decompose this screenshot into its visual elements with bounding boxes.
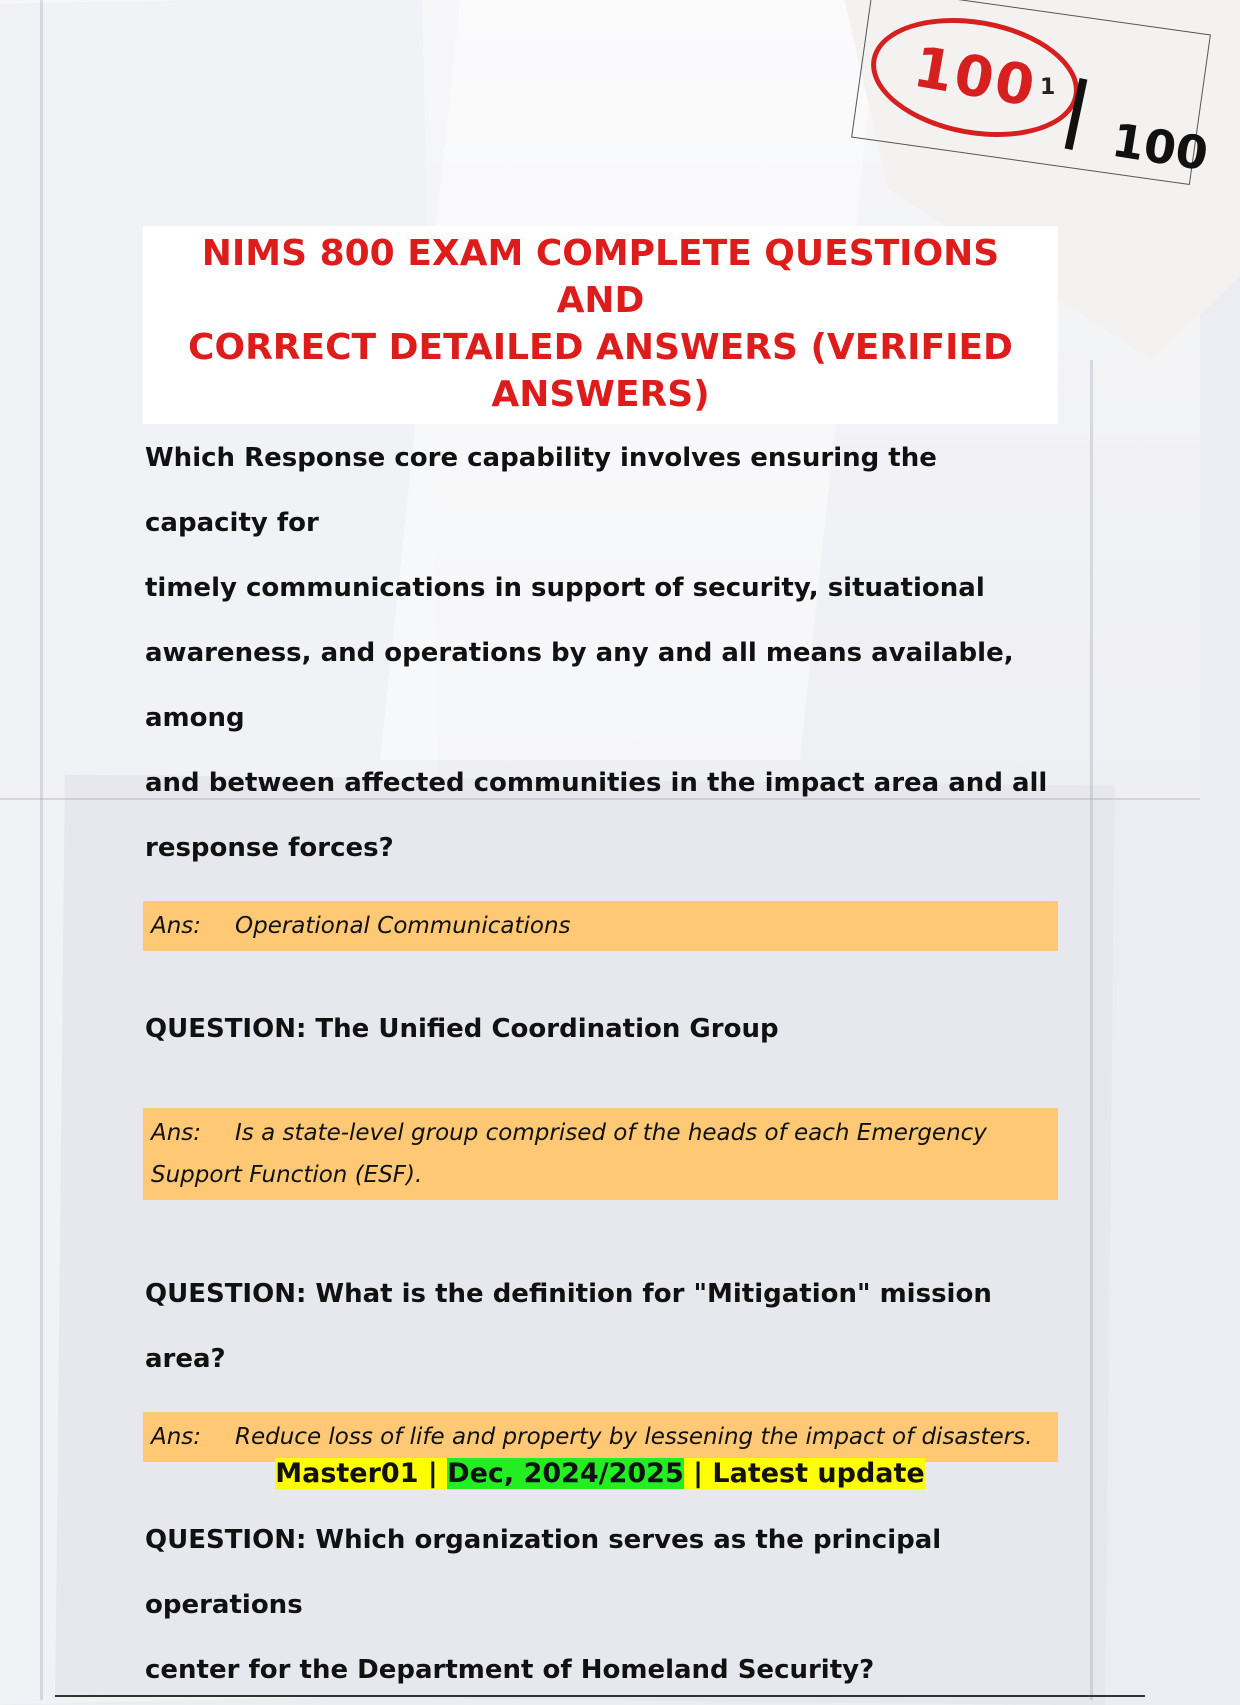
title-line: NIMS 800 EXAM COMPLETE QUESTIONS AND bbox=[201, 233, 1000, 321]
question-line: center for the Department of Homeland Security? bbox=[145, 1655, 875, 1685]
answer-3 bbox=[143, 1412, 1058, 1462]
footer-separator: | bbox=[683, 1458, 713, 1489]
score-total: 100 bbox=[1108, 112, 1212, 182]
footer bbox=[0, 1458, 1200, 1489]
answer-label: Ans: bbox=[151, 913, 202, 939]
page-title bbox=[143, 226, 1058, 424]
answer-1 bbox=[143, 901, 1058, 951]
question-line: awareness, and operations by any and all means available, among bbox=[145, 638, 1014, 733]
question-line: QUESTION: Which organization serves as the principal operations bbox=[145, 1525, 942, 1620]
question-line: Which Response core capability involves ensuring the capacity for bbox=[145, 443, 937, 538]
question-line: timely communications in support of security, situational bbox=[145, 573, 985, 603]
score-superscript: 1 bbox=[1040, 75, 1056, 100]
question-3: QUESTION: What is the definition for "Mitigation" mission area? bbox=[145, 1279, 992, 1374]
title-line: ANSWERS) bbox=[491, 374, 710, 415]
bottom-rule bbox=[55, 1695, 1145, 1697]
paper-fold bbox=[1090, 360, 1093, 1700]
answer-text: Reduce loss of life and property by lessening the impact of disasters. bbox=[235, 1424, 1033, 1450]
title-line: CORRECT DETAILED ANSWERS (VERIFIED bbox=[188, 327, 1013, 368]
footer-date: Dec, 2024/2025 bbox=[447, 1458, 684, 1489]
paper-fold bbox=[40, 0, 43, 1700]
question-4 bbox=[143, 1508, 1058, 1703]
answer-2 bbox=[143, 1108, 1058, 1200]
question-1 bbox=[143, 426, 1058, 881]
question-line: and between affected communities in the impact area and all bbox=[145, 768, 1048, 798]
answer-text: Operational Communications bbox=[235, 913, 571, 939]
question-2: QUESTION: The Unified Coordination Group bbox=[145, 1014, 779, 1044]
answer-text: Is a state-level group comprised of the heads of each Emergency Support Function (ESF). bbox=[151, 1120, 987, 1188]
footer-separator: | bbox=[418, 1458, 448, 1489]
answer-label: Ans: bbox=[151, 1120, 202, 1146]
footer-author: Master01 bbox=[275, 1458, 419, 1489]
answer-label: Ans: bbox=[151, 1424, 202, 1450]
footer-note: Latest update bbox=[712, 1458, 925, 1489]
question-line: response forces? bbox=[145, 833, 394, 863]
score-value: 100 bbox=[908, 34, 1042, 121]
